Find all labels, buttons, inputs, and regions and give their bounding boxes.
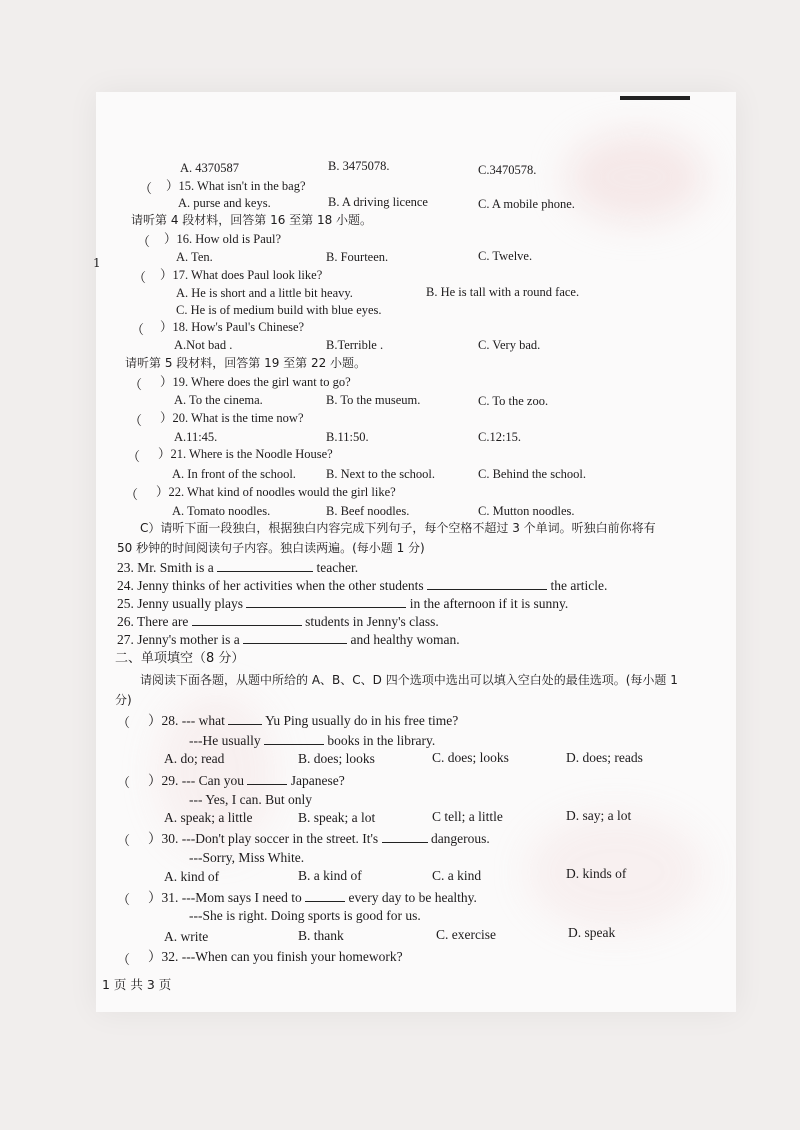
section-2-instruction: 请阅读下面各题，从题中所给的 A、B、C、D 四个选项中选出可以填入空白处的最佳选项。(每小题 1 bbox=[140, 673, 678, 687]
fill-27-text: 27. Jenny's mother is a bbox=[117, 632, 240, 647]
fill-25-text: 25. Jenny usually plays bbox=[117, 596, 243, 611]
q18-stem: ）18. How's Paul's Chinese? bbox=[160, 320, 305, 334]
fill-26-text: 26. There are bbox=[117, 614, 189, 629]
q18-option-a: A.Not bad . bbox=[174, 338, 233, 352]
q28-option-b: B. does; looks bbox=[298, 751, 375, 766]
fill-item-23 bbox=[117, 559, 358, 576]
answer-paren: （ bbox=[117, 716, 131, 731]
q30-option-a: A. kind of bbox=[164, 869, 220, 884]
q29-text: ）29. --- Can you bbox=[148, 773, 244, 788]
fill-item-27 bbox=[117, 631, 460, 648]
q15-option-c: C. A mobile phone. bbox=[478, 197, 575, 211]
q29-option-c: C tell; a little bbox=[432, 809, 503, 824]
q19-option-b: B. To the museum. bbox=[326, 393, 421, 407]
fill-item-24 bbox=[117, 577, 607, 594]
answer-blank[interactable] bbox=[192, 613, 302, 626]
q29-text-end: Japanese? bbox=[290, 773, 345, 788]
answer-paren: （ bbox=[127, 450, 141, 465]
fill-27-text-end: and healthy woman. bbox=[350, 632, 460, 647]
q28-text-end: Yu Ping usually do in his free time? bbox=[265, 713, 459, 728]
q16-option-a: A. Ten. bbox=[176, 250, 213, 264]
q31-stem bbox=[148, 889, 477, 906]
answer-paren: （ bbox=[117, 834, 131, 849]
q28-reply-text: ---He usually bbox=[189, 733, 261, 748]
q15-option-b: B. A driving licence bbox=[328, 195, 428, 209]
q31-text: ）31. ---Mom says I need to bbox=[148, 890, 302, 905]
answer-blank[interactable] bbox=[305, 889, 345, 902]
q30-option-b: B. a kind of bbox=[298, 868, 362, 883]
section-5-instruction: 请听第 5 段材料，回答第 19 至第 22 小题。 bbox=[125, 356, 367, 370]
q30-option-c: C. a kind bbox=[432, 868, 482, 883]
q16-stem: ）16. How old is Paul? bbox=[164, 232, 282, 246]
answer-paren: （ bbox=[137, 235, 151, 250]
q18-option-b: B.Terrible . bbox=[326, 338, 384, 352]
section-2-instruction-cont: 分) bbox=[115, 693, 132, 707]
answer-paren: （ bbox=[129, 378, 143, 393]
q20-option-b: B.11:50. bbox=[326, 430, 369, 444]
q17-option-c: C. He is of medium build with blue eyes. bbox=[176, 303, 382, 317]
q29-option-a: A. speak; a little bbox=[164, 810, 253, 825]
q31-text-end: every day to be healthy. bbox=[348, 890, 477, 905]
q32-stem: ）32. ---When can you finish your homework? bbox=[148, 949, 403, 964]
fill-25-text-end: in the afternoon if it is sunny. bbox=[409, 596, 569, 611]
fill-24-text-end: the article. bbox=[550, 578, 608, 593]
q16-option-b: B. Fourteen. bbox=[326, 250, 389, 264]
fill-23-text-end: teacher. bbox=[316, 560, 359, 575]
q28-option-d: D. does; reads bbox=[566, 750, 643, 765]
q28-option-c: C. does; looks bbox=[432, 750, 509, 765]
answer-paren: （ bbox=[117, 893, 131, 908]
q31-reply: ---She is right. Doing sports is good for us. bbox=[189, 908, 421, 923]
section-4-instruction: 请听第 4 段材料，回答第 16 至第 18 小题。 bbox=[131, 213, 373, 227]
q30-stem bbox=[148, 830, 490, 847]
answer-paren: （ bbox=[117, 776, 131, 791]
q14-option-b: B. 3475078. bbox=[328, 159, 390, 173]
answer-blank[interactable] bbox=[427, 577, 547, 590]
part-c-instruction: C）请听下面一段独白，根据独白内容完成下列句子，每个空格不超过 3 个单词。听独白前你将有 bbox=[140, 521, 656, 535]
q14-option-a: A. 4370587 bbox=[180, 161, 240, 175]
q31-option-a: A. write bbox=[164, 929, 209, 944]
q29-stem bbox=[148, 772, 345, 789]
fill-23-text: 23. Mr. Smith is a bbox=[117, 560, 214, 575]
q20-option-a: A.11:45. bbox=[174, 430, 218, 444]
q19-option-c: C. To the zoo. bbox=[478, 394, 549, 408]
q28-reply bbox=[189, 732, 435, 749]
q21-option-c: C. Behind the school. bbox=[478, 467, 586, 481]
answer-blank[interactable] bbox=[264, 732, 324, 745]
q22-option-a: A. Tomato noodles. bbox=[172, 504, 271, 518]
answer-blank[interactable] bbox=[217, 559, 313, 572]
answer-blank[interactable] bbox=[247, 772, 287, 785]
margin-mark: 1 bbox=[93, 256, 101, 270]
fill-26-text-end: students in Jenny's class. bbox=[305, 614, 439, 629]
part-c-instruction-cont: 50 秒钟的时间阅读句子内容。独白读两遍。(每小题 1 分) bbox=[117, 541, 425, 555]
paper-stain bbox=[566, 132, 706, 222]
q30-text-end: dangerous. bbox=[430, 831, 490, 846]
q30-reply: ---Sorry, Miss White. bbox=[189, 850, 305, 865]
q30-option-d: D. kinds of bbox=[566, 866, 627, 881]
q28-option-a: A. do; read bbox=[164, 751, 225, 766]
answer-blank[interactable] bbox=[382, 830, 428, 843]
q22-stem: ）22. What kind of noodles would the girl like? bbox=[156, 485, 396, 499]
answer-blank[interactable] bbox=[246, 595, 406, 608]
q22-option-c: C. Mutton noodles. bbox=[478, 504, 575, 518]
answer-paren: （ bbox=[139, 182, 153, 197]
answer-paren: （ bbox=[129, 414, 143, 429]
fill-24-text: 24. Jenny thinks of her activities when the other students bbox=[117, 578, 424, 593]
q15-stem: ）15. What isn't in the bag? bbox=[166, 179, 306, 193]
answer-paren: （ bbox=[117, 953, 131, 968]
q30-text: ）30. ---Don't play soccer in the street. It's bbox=[148, 831, 379, 846]
q17-stem: ）17. What does Paul look like? bbox=[160, 268, 323, 282]
q19-stem: ）19. Where does the girl want to go? bbox=[160, 375, 351, 389]
q20-option-c: C.12:15. bbox=[478, 430, 522, 444]
q14-option-c: C.3470578. bbox=[478, 163, 537, 177]
q19-option-a: A. To the cinema. bbox=[174, 393, 263, 407]
q28-text: ）28. --- what bbox=[148, 713, 225, 728]
q31-option-d: D. speak bbox=[568, 925, 616, 940]
scan-edge-mark bbox=[620, 96, 690, 100]
q17-option-a: A. He is short and a little bit heavy. bbox=[176, 286, 353, 300]
answer-paren: （ bbox=[131, 323, 145, 338]
q21-option-a: A. In front of the school. bbox=[172, 467, 296, 481]
page-footer: 1 页 共 3 页 bbox=[102, 977, 172, 992]
q29-option-d: D. say; a lot bbox=[566, 808, 632, 823]
q29-option-b: B. speak; a lot bbox=[298, 810, 376, 825]
q18-option-c: C. Very bad. bbox=[478, 338, 541, 352]
answer-blank[interactable] bbox=[243, 631, 347, 644]
q31-option-c: C. exercise bbox=[436, 927, 496, 942]
q16-option-c: C. Twelve. bbox=[478, 249, 533, 263]
answer-paren: （ bbox=[125, 488, 139, 503]
answer-blank[interactable] bbox=[228, 712, 262, 725]
q21-stem: ）21. Where is the Noodle House? bbox=[158, 447, 333, 461]
q17-option-b: B. He is tall with a round face. bbox=[426, 285, 580, 299]
q29-reply: --- Yes, I can. But only bbox=[189, 792, 312, 807]
q21-option-b: B. Next to the school. bbox=[326, 467, 436, 481]
q31-option-b: B. thank bbox=[298, 928, 344, 943]
answer-paren: （ bbox=[133, 271, 147, 286]
q15-option-a: A. purse and keys. bbox=[178, 196, 271, 210]
fill-item-26 bbox=[117, 613, 439, 630]
q22-option-b: B. Beef noodles. bbox=[326, 504, 410, 518]
q20-stem: ）20. What is the time now? bbox=[160, 411, 304, 425]
q28-stem bbox=[148, 712, 458, 729]
q28-reply-end: books in the library. bbox=[327, 733, 436, 748]
fill-item-25 bbox=[117, 595, 568, 612]
section-2-heading: 二、单项填空（8 分） bbox=[115, 651, 245, 666]
